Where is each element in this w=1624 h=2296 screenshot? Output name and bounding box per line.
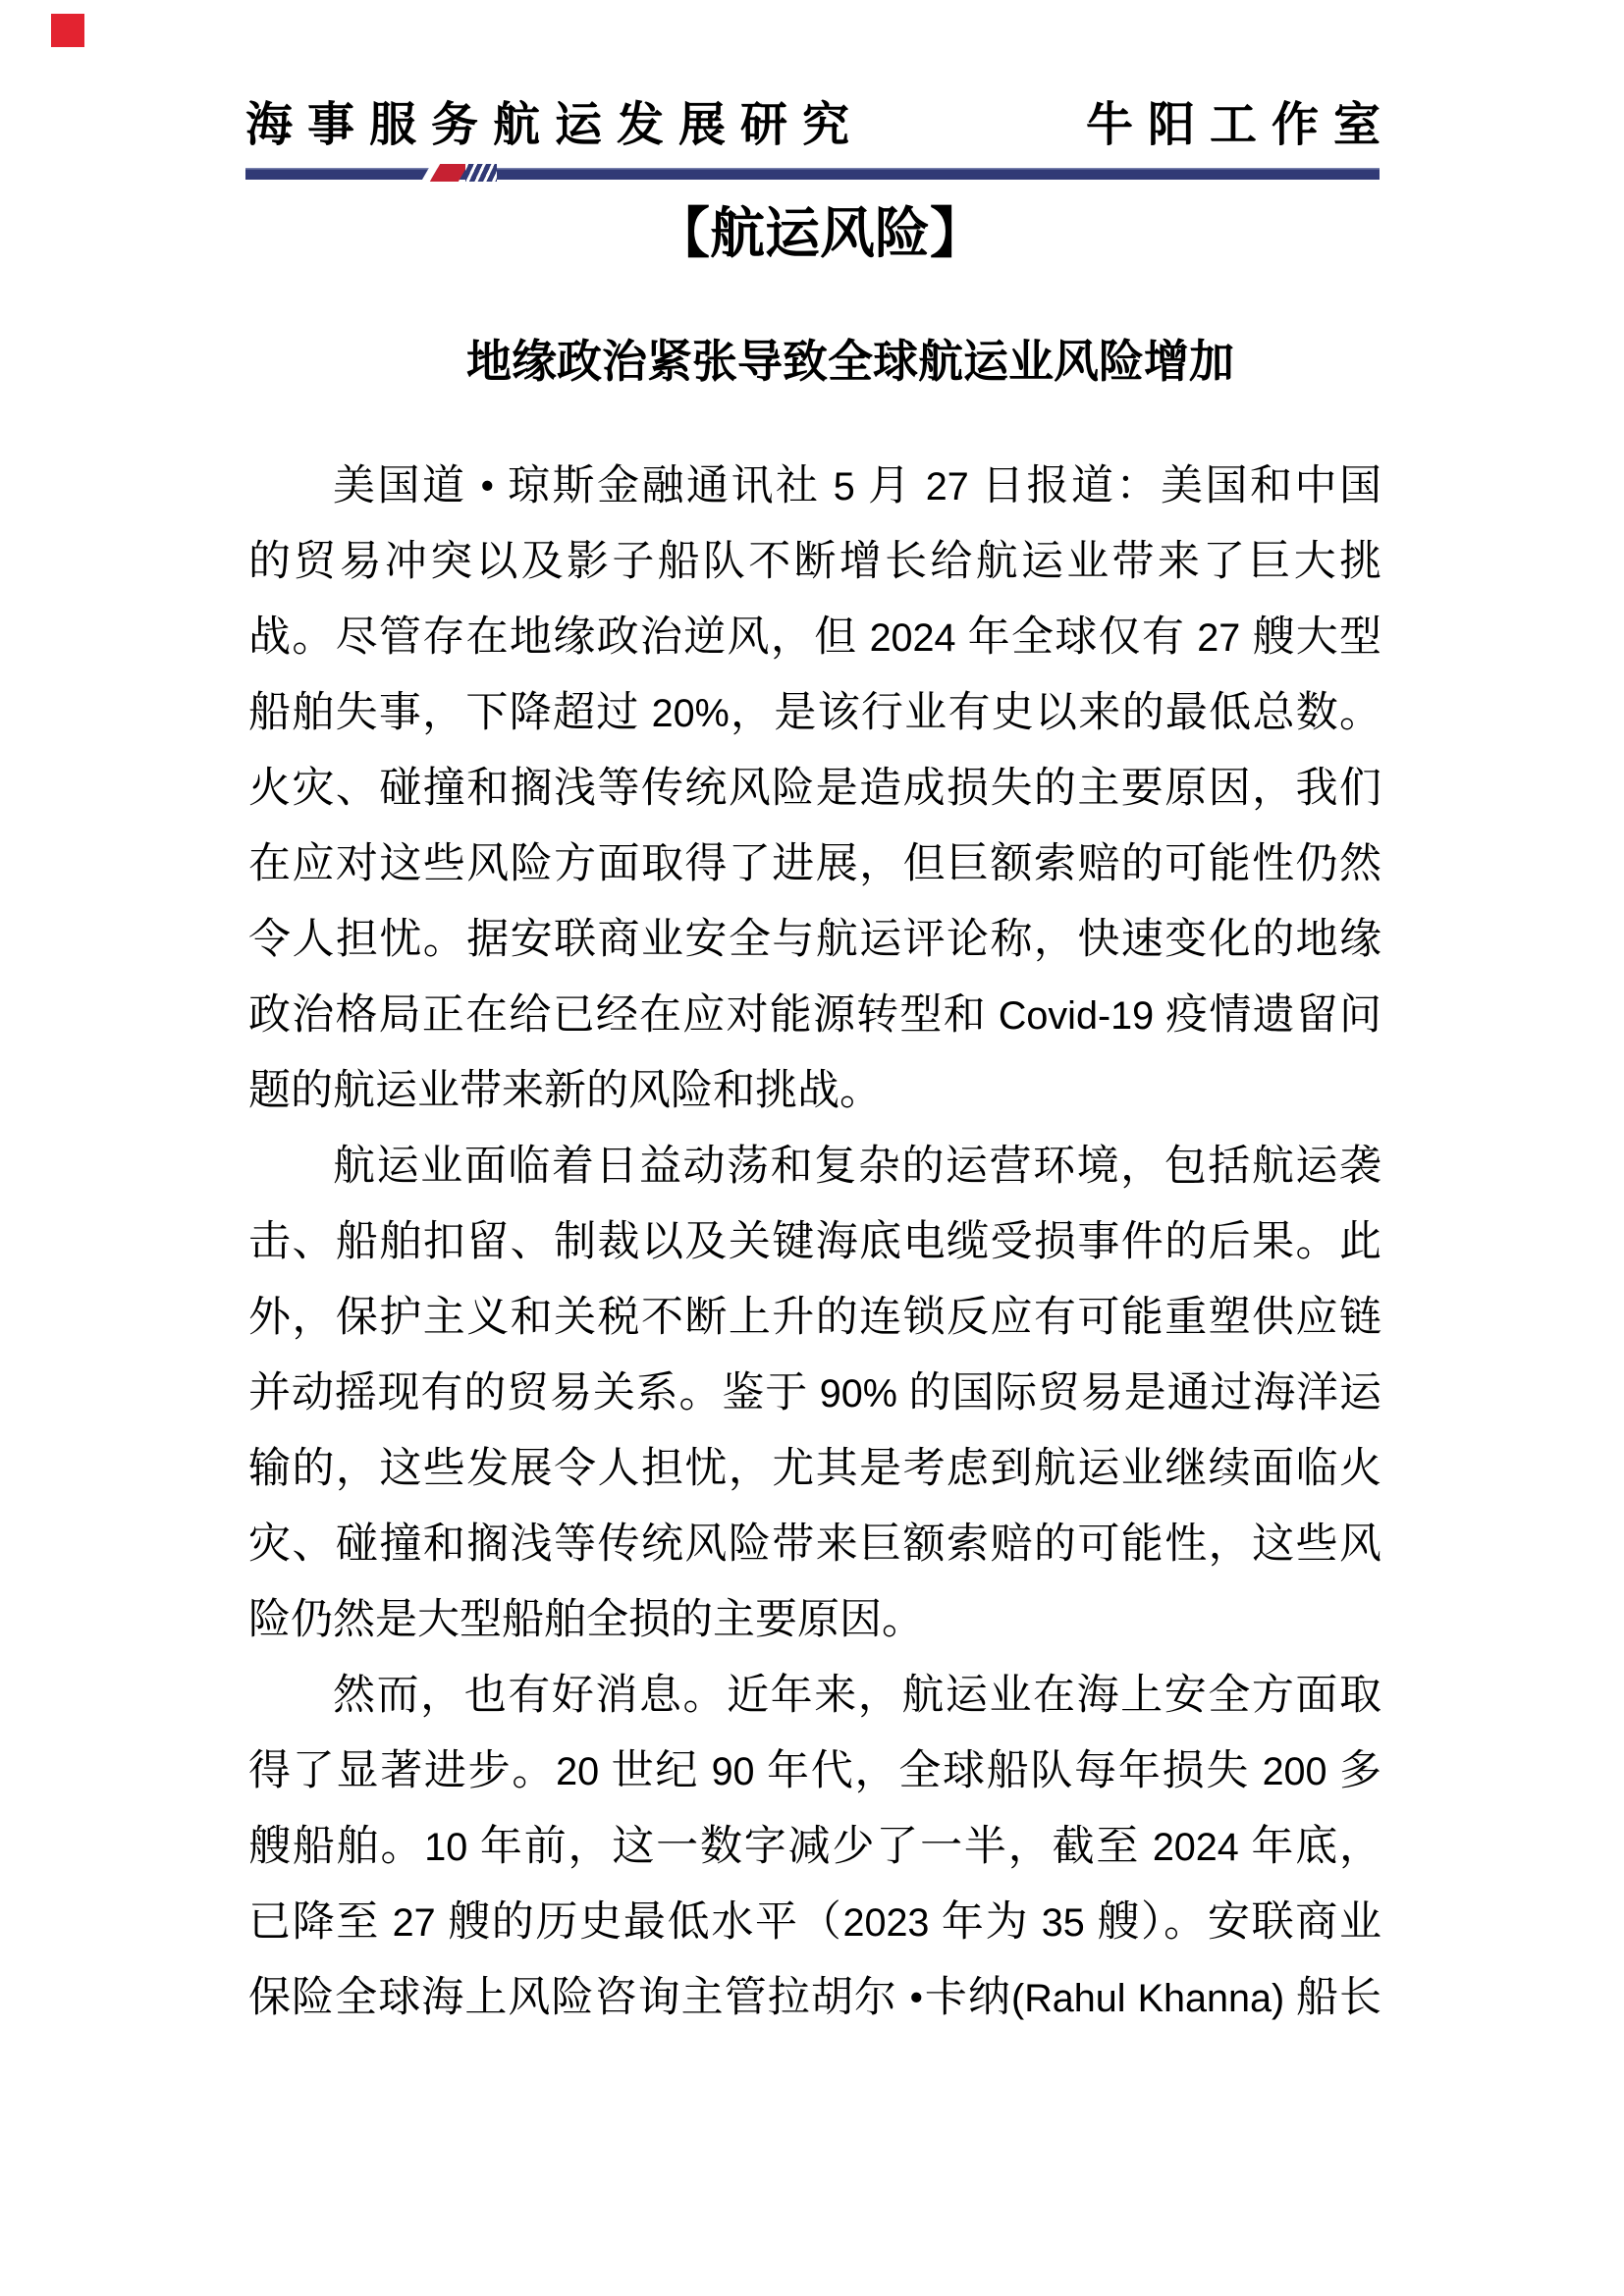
body-line: 美国道 • 琼斯金融通讯社 5 月 27 日报道：美国和中国 — [333, 463, 1381, 509]
section-title: 【航运风险】 — [655, 202, 985, 264]
body-line: 艘船舶。10 年前，这一数字减少了一半，截至 2024 年底， — [248, 1824, 1381, 1870]
masthead-left-title: 海事服务航运发展研究 — [245, 99, 865, 151]
article-body — [248, 449, 1381, 2036]
body-line: 火灾、碰撞和搁浅等传统风险是造成损失的主要原因，我们 — [248, 766, 1381, 812]
body-line: 航运业面临着日益动荡和复杂的运营环境，包括航运袭 — [333, 1144, 1381, 1190]
article-headline: 地缘政治紧张导致全球航运业风险增加 — [466, 336, 1234, 387]
body-line: 保险全球海上风险咨询主管拉胡尔 •卡纳(Rahul Khanna) 船长 — [248, 1975, 1381, 2021]
masthead-right-title: 牛阳工作室 — [1085, 99, 1395, 151]
body-line: 并动摇现有的贸易关系。鉴于 90% 的国际贸易是通过海洋运 — [248, 1370, 1381, 1416]
body-line: 灾、碰撞和搁浅等传统风险带来巨额索赔的可能性，这些风 — [248, 1522, 1381, 1568]
body-line: 战。尽管存在地缘政治逆风，但 2024 年全球仅有 27 艘大型 — [248, 614, 1381, 661]
header-divider — [245, 168, 1380, 180]
divider-accent — [428, 164, 499, 182]
divider-bar — [245, 168, 1380, 180]
body-line: 在应对这些风险方面取得了进展，但巨额索赔的可能性仍然 — [248, 841, 1381, 887]
body-line: 令人担忧。据安联商业安全与航运评论称，快速变化的地缘 — [248, 917, 1381, 963]
body-line: 得了显著进步。20 世纪 90 年代，全球船队每年损失 200 多 — [248, 1748, 1381, 1794]
body-line: 然而，也有好消息。近年来，航运业在海上安全方面取 — [333, 1673, 1381, 1719]
body-line: 题的航运业带来新的风险和挑战。 — [248, 1068, 882, 1114]
body-line: 险仍然是大型船舶全损的主要原因。 — [248, 1597, 924, 1643]
corner-red-square — [51, 14, 84, 47]
body-line: 船舶失事，下降超过 20%，是该行业有史以来的最低总数。 — [248, 690, 1381, 736]
divider-accent-stripes — [465, 164, 497, 182]
body-line: 政治格局正在给已经在应对能源转型和 Covid-19 疫情遗留问 — [248, 992, 1381, 1039]
body-line: 的贸易冲突以及影子船队不断增长给航运业带来了巨大挑 — [248, 539, 1381, 585]
body-line: 输的，这些发展令人担忧，尤其是考虑到航运业继续面临火 — [248, 1446, 1381, 1492]
body-line: 外，保护主义和关税不断上升的连锁反应有可能重塑供应链 — [248, 1295, 1381, 1341]
body-line: 击、船舶扣留、制裁以及关键海底电缆受损事件的后果。此 — [248, 1219, 1381, 1265]
body-line: 已降至 27 艘的历史最低水平（2023 年为 35 艘）。安联商业 — [248, 1899, 1381, 1946]
